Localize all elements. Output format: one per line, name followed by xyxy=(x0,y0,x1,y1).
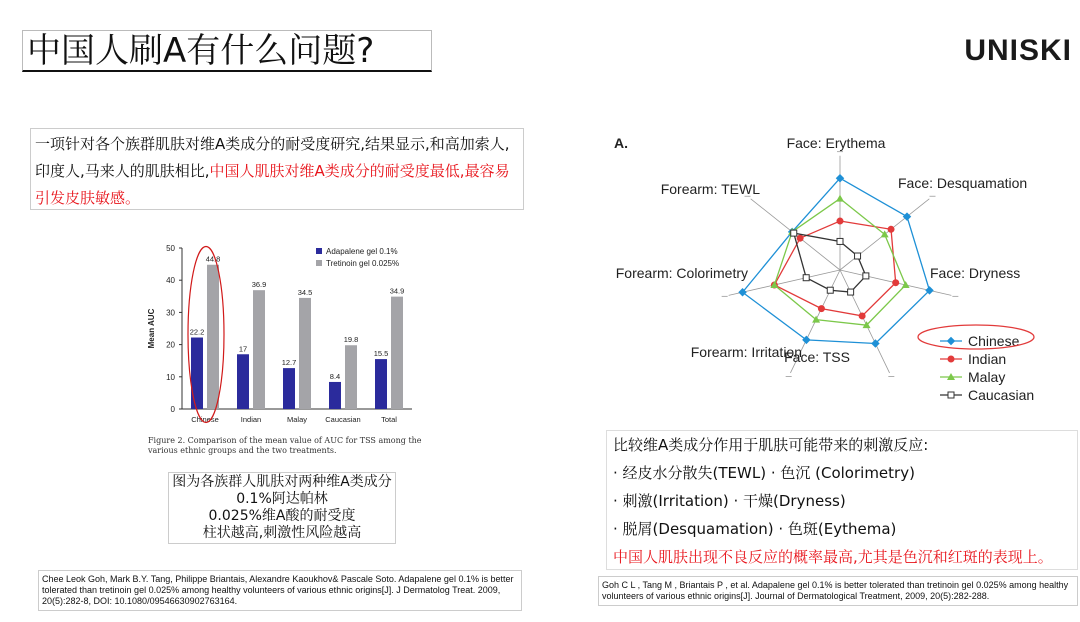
x-tick-label: Indian xyxy=(240,415,262,424)
radar-chart xyxy=(600,128,1078,416)
x-tick-label: Total xyxy=(381,415,397,424)
legend-label: Indian xyxy=(968,351,1007,367)
y-axis-label: Mean AUC xyxy=(147,308,156,349)
radar-point xyxy=(848,289,854,295)
caption-line: 柱状越高,刺激性风险越高 xyxy=(202,525,362,541)
bar-tretinoin xyxy=(299,298,311,409)
radar-axis-label: Forearm: TEWL xyxy=(660,181,760,197)
bar-adapalene xyxy=(191,338,203,409)
data-label: 34.9 xyxy=(389,286,405,296)
radar-point xyxy=(855,253,861,259)
reference-right: Goh C L , Tang M , Briantais P , et al. Adapalene gel 0.1% is better tolerated than tretinoin gel 0.025% among healthy volunteers of various ethnic origins[J]. Journal of Dermatological Treatment, 2009, 20(5):282-288. xyxy=(598,576,1078,606)
caption-line: 0.025%维A酸的耐受度 xyxy=(208,508,356,524)
radar-axis-label: Face: Dryness xyxy=(930,265,1021,281)
radar-series-chinese xyxy=(743,178,930,343)
radar-point xyxy=(791,230,797,236)
slide-title: 中国人刷A有什么问题? xyxy=(22,30,432,72)
bar-adapalene xyxy=(329,382,341,409)
legend-swatch xyxy=(316,248,322,254)
radar-axis-label: Face: TSS xyxy=(784,349,850,365)
legend-label: Tretinoin gel 0.025% xyxy=(326,259,400,268)
radar-point xyxy=(888,226,895,233)
brand-logo: UNISKI xyxy=(964,34,1072,67)
panel-label: A. xyxy=(614,135,628,151)
radar-point xyxy=(892,279,899,286)
bar-tretinoin xyxy=(391,297,403,409)
y-tick-label: 20 xyxy=(166,340,175,350)
radar-point xyxy=(797,235,804,242)
radar-point xyxy=(803,275,809,281)
data-label: 36.9 xyxy=(251,280,267,290)
intro-text: 一项针对各个族群肌肤对维A类成分的耐受度研究,结果显示,和高加索人,印度人,马来人的肌肤相比, xyxy=(35,135,510,180)
data-label: 44.8 xyxy=(205,254,221,264)
y-tick-label: 0 xyxy=(170,405,175,414)
bar-tretinoin xyxy=(207,265,219,409)
data-label: 17 xyxy=(238,344,248,354)
x-tick-label: Caucasian xyxy=(325,415,361,424)
bar-adapalene xyxy=(283,368,295,409)
bar-tretinoin xyxy=(253,290,265,409)
data-label: 22.2 xyxy=(189,327,205,337)
legend-marker xyxy=(948,356,955,363)
radar-point xyxy=(836,195,844,202)
legend-label: Adapalene gel 0.1% xyxy=(326,247,398,256)
radar-point xyxy=(903,212,911,220)
bar-chart xyxy=(140,238,430,434)
data-label: 12.7 xyxy=(281,358,297,368)
radar-axis-label: Face: Erythema xyxy=(786,135,886,151)
y-tick-label: 40 xyxy=(166,276,175,286)
findings-item: · 脱屑(Desquamation) · 色斑(Eythema) xyxy=(613,520,897,538)
findings-box xyxy=(606,430,1078,570)
radar-axis-label: Forearm: Irritation xyxy=(690,344,802,360)
y-tick-label: 50 xyxy=(166,244,175,253)
bar-adapalene xyxy=(237,354,249,409)
legend-marker xyxy=(948,392,954,398)
radar-point xyxy=(818,305,825,312)
y-tick-label: 30 xyxy=(166,308,175,318)
caption-line: 图为各族群人肌肤对两种维A类成分 xyxy=(172,474,392,490)
bar-tretinoin xyxy=(345,345,357,409)
legend-swatch xyxy=(316,260,322,266)
caption-line: 0.1%阿达帕林 xyxy=(236,491,328,507)
radar-point xyxy=(827,287,833,293)
legend-label: Chinese xyxy=(968,333,1020,349)
radar-point xyxy=(837,218,844,225)
legend-marker xyxy=(947,337,955,345)
findings-item: · 刺激(Irritation) · 干燥(Dryness) xyxy=(613,492,846,510)
radar-point xyxy=(837,238,843,244)
data-label: 15.5 xyxy=(373,349,389,359)
data-label: 8.4 xyxy=(329,371,341,381)
findings-heading: 比较维A类成分作用于肌肤可能带来的刺激反应: xyxy=(613,436,929,454)
findings-conclusion: 中国人肌肤出现不良反应的概率最高,尤其是色沉和红斑的表现上。 xyxy=(613,548,1053,566)
data-label: 34.5 xyxy=(297,287,313,297)
legend-label: Caucasian xyxy=(968,387,1035,403)
legend-label: Malay xyxy=(968,369,1006,385)
reference-left: Chee Leok Goh, Mark B.Y. Tang, Philippe Briantais, Alexandre Kaoukhov& Pascale Soto. Adapalene gel 0.1% is better tolerated than tretinoin gel 0.025% among healthy volunteers of various ethnic origins[J]. J Dermatolog Treat. 2009, 20(5):282-8, DOI: 10.1080/09546630902763164. xyxy=(38,570,522,611)
intro-highlight: 中国人肌肤对维A类成分的耐受度最低,最容易引发皮肤敏感。 xyxy=(35,162,510,207)
radar-point xyxy=(859,312,866,319)
radar-axis-label: Forearm: Colorimetry xyxy=(615,265,748,281)
x-tick-label: Malay xyxy=(286,415,308,424)
x-tick-label: Chinese xyxy=(191,415,219,424)
radar-axis-label: Face: Desquamation xyxy=(898,175,1028,191)
bar-adapalene xyxy=(375,359,387,409)
chart-caption-box xyxy=(168,472,396,544)
intro-paragraph xyxy=(30,128,524,210)
data-label: 19.8 xyxy=(343,335,359,345)
findings-item: · 经皮水分散失(TEWL) · 色沉 (Colorimetry) xyxy=(613,464,915,482)
radar-point xyxy=(863,273,869,279)
y-tick-label: 10 xyxy=(166,372,175,382)
figure-caption: Figure 2. Comparison of the mean value of AUC for TSS among the various ethnic groups and the two treatments. xyxy=(148,436,422,455)
